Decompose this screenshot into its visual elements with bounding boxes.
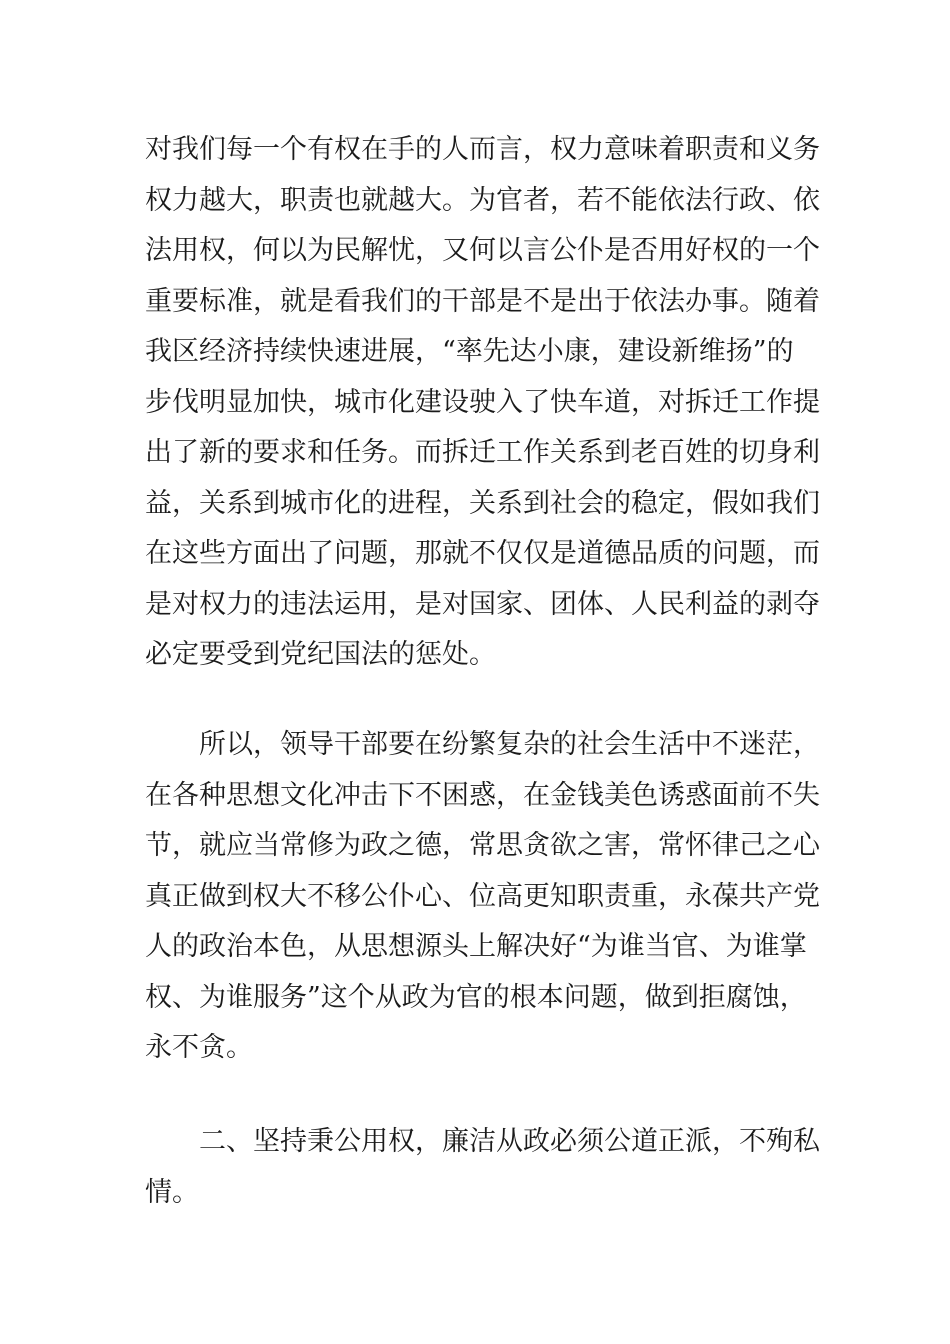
paragraph-3 [145,1117,825,1218]
text-line: 步伐明显加快，城市化建设驶入了快车道，对拆迁工作提 [145,386,820,418]
text-line: 法用权，何以为民解忧，又何以言公仆是否用好权的一个 [145,235,820,266]
text-line: 我区经济持续快速进展，“率先达小康，建设新维扬”的 [145,336,794,367]
text-line: 重要标准，就是看我们的干部是不是出于依法办事。随着 [145,285,820,317]
text-line: 在各种思想文化冲击下不困惑，在金钱美色诱惑面前不失 [145,779,820,811]
text-line: 情。 [145,1176,199,1208]
text-line: 权、为谁服务”这个从政为官的根本问题，做到拒腐蚀， [145,981,807,1013]
text-line: 必定要受到党纪国法的惩处。 [145,639,496,670]
text-line: 益，关系到城市化的进程，关系到社会的稳定，假如我们 [145,487,820,519]
text-line: 对我们每一个有权在手的人而言，权力意味着职责和义务 [145,134,820,165]
section-heading-line: 二、坚持秉公用权，廉洁从政必须公道正派，不殉私 [199,1126,820,1157]
text-line: 永不贪。 [145,1032,253,1063]
paragraph-2 [145,720,825,1074]
text-line: 节，就应当常修为政之德，常思贪欲之害，常怀律己之心 [145,830,820,861]
text-line: 权力越大，职责也就越大。为官者，若不能依法行政、依 [145,184,820,216]
text-line: 人的政治本色，从思想源头上解决好“为谁当官、为谁掌 [145,931,807,962]
text-line: 出了新的要求和任务。而拆迁工作关系到老百姓的切身利 [145,437,820,468]
text-line: 在这些方面出了问题，那就不仅仅是道德品质的问题，而 [145,538,820,569]
text-line: 是对权力的违法运用，是对国家、团体、人民利益的剥夺 [145,588,820,620]
text-line-indented: 所以，领导干部要在纷繁复杂的社会生活中不迷茫， [199,729,820,760]
text-line: 真正做到权大不移公仆心、位高更知职责重，永葆共产党 [145,880,820,912]
paragraph-1 [145,125,825,681]
